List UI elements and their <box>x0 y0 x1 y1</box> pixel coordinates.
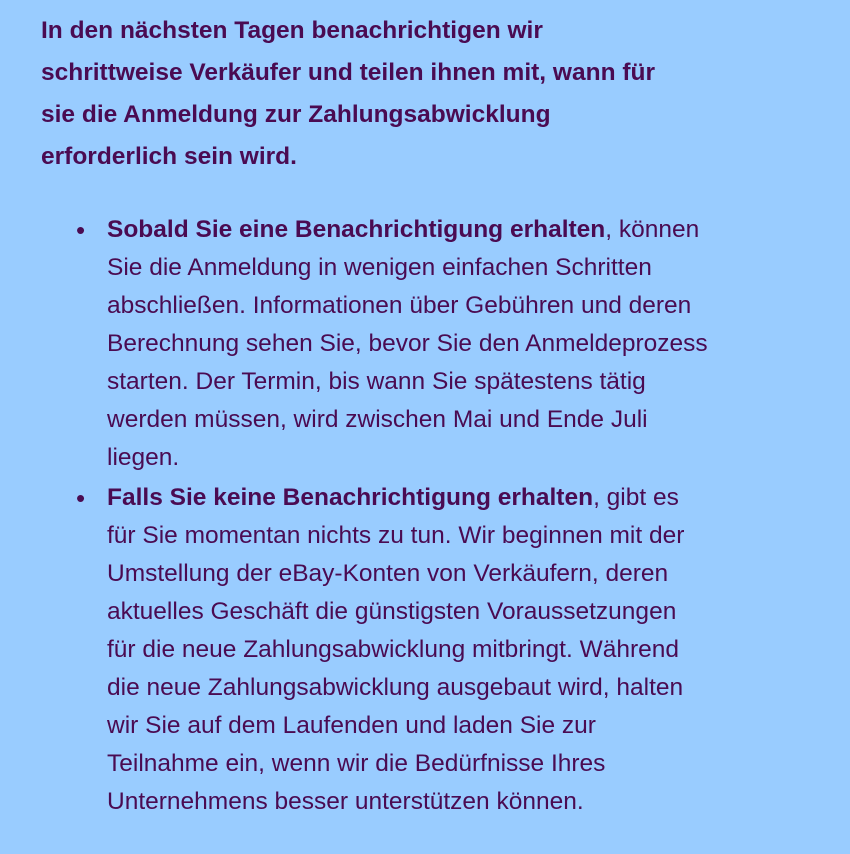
intro-paragraph <box>41 10 655 178</box>
list-item-bold: Falls Sie keine Benachrichtigung erhalten <box>107 484 594 511</box>
text-line: Sie die Anmeldung in wenigen einfachen Schritten <box>107 254 652 281</box>
text-line: für Sie momentan nichts zu tun. Wir beginnen mit der <box>107 522 685 549</box>
list-item-bold: Sobald Sie eine Benachrichtigung erhalten <box>107 216 606 243</box>
intro-line: schrittweise Verkäufer und teilen ihnen mit, wann für <box>41 59 655 86</box>
text-line: für die neue Zahlungsabwicklung mitbringt. Während <box>107 636 679 663</box>
text-line: wir Sie auf dem Laufenden und laden Sie zur <box>107 712 596 739</box>
text-line: Berechnung sehen Sie, bevor Sie den Anmeldeprozess <box>107 330 708 357</box>
text-line: Umstellung der eBay-Konten von Verkäufern, deren <box>107 560 669 587</box>
text-line: aktuelles Geschäft die günstigsten Voraussetzungen <box>107 598 677 625</box>
text-line: werden müssen, wird zwischen Mai und Ende Juli <box>107 406 648 433</box>
list-item-text <box>107 479 684 821</box>
intro-line: sie die Anmeldung zur Zahlungsabwicklung <box>41 101 551 128</box>
text-line: die neue Zahlungsabwicklung ausgebaut wird, halten <box>107 674 684 701</box>
bullet-icon: • <box>76 483 86 513</box>
intro-line: In den nächsten Tagen benachrichtigen wir <box>41 17 543 44</box>
text-line: Teilnahme ein, wenn wir die Bedürfnisse Ihres <box>107 750 606 777</box>
text-line: starten. Der Termin, bis wann Sie spätestens tätig <box>107 368 646 395</box>
intro-line: erforderlich sein wird. <box>41 143 297 170</box>
list-item-text-part: , gibt es <box>593 484 679 511</box>
bullet-icon: • <box>76 215 86 245</box>
list-item-text-part: , können <box>605 216 700 243</box>
text-line: abschließen. Informationen über Gebühren und deren <box>107 292 692 319</box>
list-item-text <box>107 211 708 477</box>
text-line: liegen. <box>107 444 180 471</box>
text-line: Unternehmens besser unterstützen können. <box>107 788 584 815</box>
